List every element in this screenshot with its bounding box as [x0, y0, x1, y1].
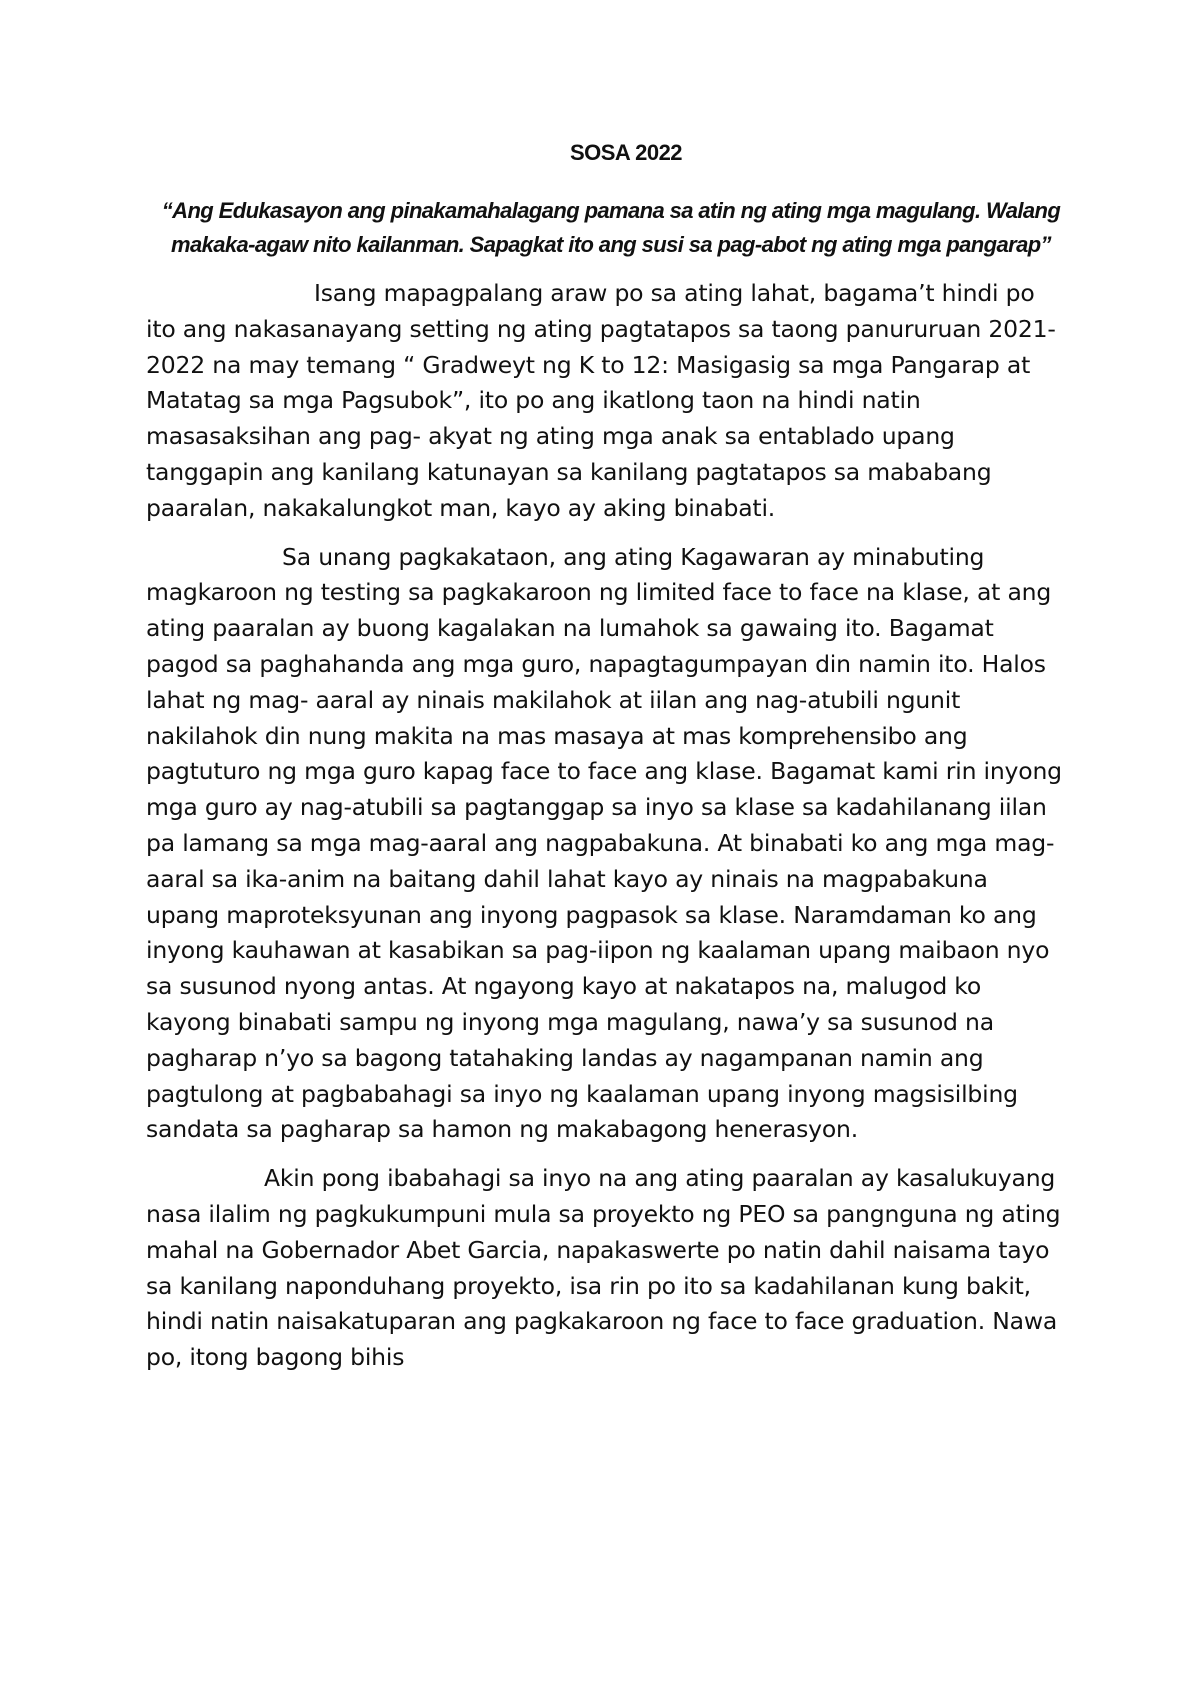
paragraph-2: Sa unang pagkakataon, ang ating Kagawaran ay minabuting magkaroon ng testing sa pagkakaroon ng limited face to face na klase, at ang ating paaralan ay buong kagalakan na lumahok sa gawaing ito. Bagamat pagod sa paghahanda ang mga guro, napagtagumpayan din namin ito. Halos lahat ng mag- aaral ay ninais makilahok at iilan ang nag-atubili ngunit nakilahok din nung makita na mas masaya at mas komprehensibo ang pagtuturo ng mga guro kapag face to face ang klase. Bagamat kami rin inyong mga guro ay nag-atubili sa pagtanggap sa inyo sa klase sa kadahilanang iilan pa lamang sa mga mag-aaral ang nagpabakuna. At binabati ko ang mga mag-aaral sa ika-anim na baitang dahil lahat kayo ay ninais na magpabakuna upang maproteksyunan ang inyong pagpasok sa klase. Naramdaman ko ang inyong kauhawan at kasabikan sa pag-iipon ng kaalaman upang maibaon nyo sa susunod nyong antas. At ngayong kayo at nakatapos na, malugod ko kayong binabati sampu ng inyong mga magulang, nawa’y sa susunod na pagharap n’yo sa bagong tatahaking landas ay nagampanan namin ang pagtulong at pagbabahagi sa inyo ng kaalaman upang inyong magsisilbing sandata sa pagharap sa hamon ng makabagong henerasyon.	[146, 542, 1062, 1144]
document-page	[146, 140, 1066, 1389]
epigraph-quote: “Ang Edukasayon ang pinakamahalagang pamana sa atin ng ating mga magulang. Walang makaka-agaw nito kailanman. Sapagkat ito ang susi sa pag-abot ng ating mga pangarap”	[161, 198, 1061, 257]
document-title: SOSA 2022	[569, 140, 683, 165]
paragraph-3: Akin pong ibabahagi sa inyo na ang ating paaralan ay kasalukuyang nasa ilalim ng pagkukumpuni mula sa proyekto ng PEO sa pangnguna ng ating mahal na Gobernador Abet Garcia, napakaswerte po natin dahil naisama tayo sa kanilang naponduhang proyekto, isa rin po ito sa kadahilanan kung bakit, hindi natin naisakatuparan ang pagkakaroon ng face to face graduation. Nawa po, itong bagong bihis	[146, 1164, 1061, 1372]
paragraph-1: Isang mapagpalang araw po sa ating lahat, bagama’t hindi po ito ang nakasanayang setting ng ating pagtatapos sa taong panururuan 2021-2022 na may temang “ Gradweyt ng K to 12: Masigasig sa mga Pangarap at Matatag sa mga Pagsubok”, ito po ang ikatlong taon na hindi natin masasaksihan ang pag- akyat ng ating mga anak sa entablado upang tanggapin ang kanilang katunayan sa kanilang pagtatapos sa mababang paaralan, nakakalungkot man, kayo ay aking binabati.	[146, 279, 1056, 522]
